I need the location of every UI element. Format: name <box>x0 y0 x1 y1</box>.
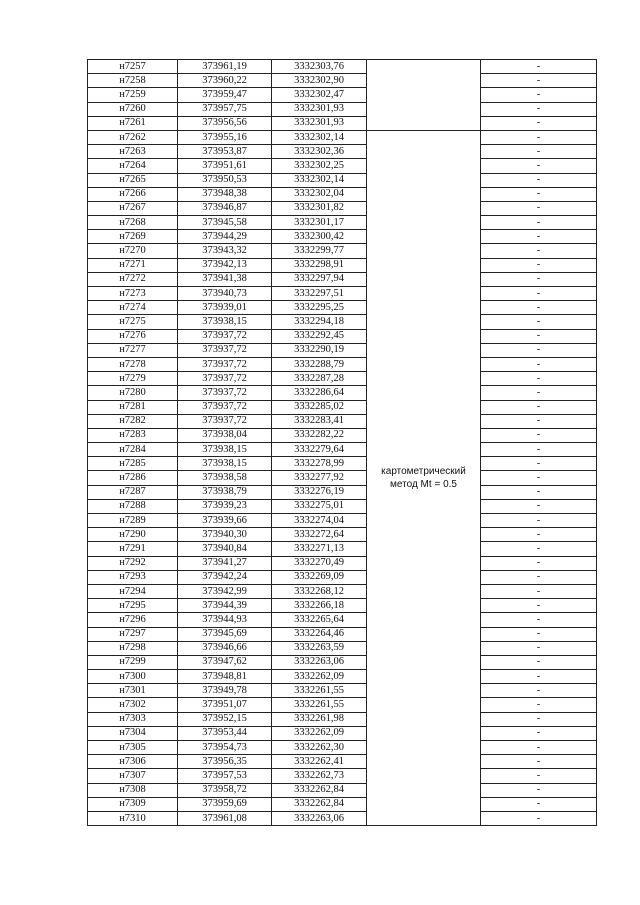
x-coordinate-cell: 373941,38 <box>178 272 272 286</box>
y-coordinate-cell: 3332269,09 <box>272 570 367 584</box>
table-row <box>88 343 597 357</box>
accuracy-note-cell: - <box>481 428 597 442</box>
x-coordinate-cell: 373937,72 <box>178 400 272 414</box>
table-row <box>88 684 597 698</box>
y-coordinate-cell: 3332302,90 <box>272 74 367 88</box>
accuracy-note-cell: - <box>481 145 597 159</box>
table-row <box>88 712 597 726</box>
point-id-cell: н7308 <box>88 783 178 797</box>
x-coordinate-cell: 373946,87 <box>178 201 272 215</box>
point-id-cell: н7297 <box>88 627 178 641</box>
accuracy-note-cell: - <box>481 201 597 215</box>
x-coordinate-cell: 373938,15 <box>178 457 272 471</box>
y-coordinate-cell: 3332283,41 <box>272 414 367 428</box>
x-coordinate-cell: 373955,16 <box>178 130 272 144</box>
table-row <box>88 159 597 173</box>
y-coordinate-cell: 3332302,14 <box>272 173 367 187</box>
table-row <box>88 471 597 485</box>
table-row <box>88 514 597 528</box>
y-coordinate-cell: 3332301,17 <box>272 216 367 230</box>
x-coordinate-cell: 373947,62 <box>178 655 272 669</box>
point-id-cell: н7302 <box>88 698 178 712</box>
x-coordinate-cell: 373944,93 <box>178 613 272 627</box>
x-coordinate-cell: 373953,87 <box>178 145 272 159</box>
point-id-cell: н7277 <box>88 343 178 357</box>
table-row <box>88 499 597 513</box>
point-id-cell: н7262 <box>88 130 178 144</box>
accuracy-note-cell: - <box>481 414 597 428</box>
x-coordinate-cell: 373938,15 <box>178 315 272 329</box>
point-id-cell: н7299 <box>88 655 178 669</box>
accuracy-note-cell: - <box>481 386 597 400</box>
point-id-cell: н7275 <box>88 315 178 329</box>
table-row <box>88 145 597 159</box>
y-coordinate-cell: 3332262,09 <box>272 726 367 740</box>
x-coordinate-cell: 373938,15 <box>178 443 272 457</box>
accuracy-note-cell: - <box>481 556 597 570</box>
y-coordinate-cell: 3332263,06 <box>272 811 367 825</box>
x-coordinate-cell: 373950,53 <box>178 173 272 187</box>
accuracy-note-cell: - <box>481 741 597 755</box>
accuracy-note-cell: - <box>481 670 597 684</box>
y-coordinate-cell: 3332261,55 <box>272 698 367 712</box>
table-row <box>88 272 597 286</box>
y-coordinate-cell: 3332300,42 <box>272 230 367 244</box>
table-row <box>88 485 597 499</box>
x-coordinate-cell: 373948,38 <box>178 187 272 201</box>
accuracy-note-cell: - <box>481 514 597 528</box>
point-id-cell: н7306 <box>88 755 178 769</box>
accuracy-note-cell: - <box>481 258 597 272</box>
point-id-cell: н7291 <box>88 542 178 556</box>
accuracy-note-cell: - <box>481 698 597 712</box>
table-row <box>88 244 597 258</box>
point-id-cell: н7293 <box>88 570 178 584</box>
x-coordinate-cell: 373940,30 <box>178 528 272 542</box>
y-coordinate-cell: 3332265,64 <box>272 613 367 627</box>
x-coordinate-cell: 373961,08 <box>178 811 272 825</box>
accuracy-note-cell: - <box>481 755 597 769</box>
y-coordinate-cell: 3332262,09 <box>272 670 367 684</box>
x-coordinate-cell: 373939,23 <box>178 499 272 513</box>
table-row <box>88 201 597 215</box>
point-id-cell: н7264 <box>88 159 178 173</box>
point-id-cell: н7278 <box>88 357 178 371</box>
point-id-cell: н7269 <box>88 230 178 244</box>
table-row <box>88 329 597 343</box>
y-coordinate-cell: 3332262,30 <box>272 741 367 755</box>
table-row <box>88 613 597 627</box>
table-row <box>88 726 597 740</box>
y-coordinate-cell: 3332288,79 <box>272 357 367 371</box>
x-coordinate-cell: 373937,72 <box>178 357 272 371</box>
y-coordinate-cell: 3332271,13 <box>272 542 367 556</box>
point-id-cell: н7273 <box>88 287 178 301</box>
y-coordinate-cell: 3332287,28 <box>272 372 367 386</box>
x-coordinate-cell: 373938,58 <box>178 471 272 485</box>
y-coordinate-cell: 3332262,84 <box>272 797 367 811</box>
point-id-cell: н7301 <box>88 684 178 698</box>
accuracy-note-cell: - <box>481 627 597 641</box>
accuracy-note-cell: - <box>481 329 597 343</box>
point-id-cell: н7276 <box>88 329 178 343</box>
x-coordinate-cell: 373944,29 <box>178 230 272 244</box>
x-coordinate-cell: 373953,44 <box>178 726 272 740</box>
table-row <box>88 783 597 797</box>
accuracy-note-cell: - <box>481 599 597 613</box>
point-id-cell: н7310 <box>88 811 178 825</box>
point-id-cell: н7309 <box>88 797 178 811</box>
y-coordinate-cell: 3332298,91 <box>272 258 367 272</box>
point-id-cell: н7295 <box>88 599 178 613</box>
x-coordinate-cell: 373939,01 <box>178 301 272 315</box>
x-coordinate-cell: 373940,84 <box>178 542 272 556</box>
point-id-cell: н7298 <box>88 641 178 655</box>
accuracy-note-cell: - <box>481 74 597 88</box>
table-row <box>88 372 597 386</box>
x-coordinate-cell: 373956,56 <box>178 116 272 130</box>
table-row <box>88 769 597 783</box>
y-coordinate-cell: 3332285,02 <box>272 400 367 414</box>
point-id-cell: н7292 <box>88 556 178 570</box>
table-row <box>88 357 597 371</box>
point-id-cell: н7300 <box>88 670 178 684</box>
table-row <box>88 315 597 329</box>
x-coordinate-cell: 373956,35 <box>178 755 272 769</box>
y-coordinate-cell: 3332266,18 <box>272 599 367 613</box>
x-coordinate-cell: 373937,72 <box>178 329 272 343</box>
point-id-cell: н7263 <box>88 145 178 159</box>
y-coordinate-cell: 3332261,98 <box>272 712 367 726</box>
accuracy-note-cell: - <box>481 301 597 315</box>
table-row <box>88 130 597 144</box>
y-coordinate-cell: 3332302,14 <box>272 130 367 144</box>
accuracy-note-cell: - <box>481 372 597 386</box>
y-coordinate-cell: 3332297,51 <box>272 287 367 301</box>
y-coordinate-cell: 3332275,01 <box>272 499 367 513</box>
coordinates-table-body <box>88 60 597 826</box>
table-row <box>88 584 597 598</box>
table-row <box>88 301 597 315</box>
accuracy-note-cell: - <box>481 712 597 726</box>
point-id-cell: н7284 <box>88 443 178 457</box>
determination-method-cell: картометрический метод Mt = 0.5 <box>367 130 481 825</box>
accuracy-note-cell: - <box>481 102 597 116</box>
accuracy-note-cell: - <box>481 443 597 457</box>
accuracy-note-cell: - <box>481 272 597 286</box>
point-id-cell: н7294 <box>88 584 178 598</box>
point-id-cell: н7267 <box>88 201 178 215</box>
accuracy-note-cell: - <box>481 159 597 173</box>
point-id-cell: н7274 <box>88 301 178 315</box>
table-row <box>88 400 597 414</box>
x-coordinate-cell: 373937,72 <box>178 414 272 428</box>
point-id-cell: н7296 <box>88 613 178 627</box>
table-row <box>88 570 597 584</box>
point-id-cell: н7282 <box>88 414 178 428</box>
y-coordinate-cell: 3332276,19 <box>272 485 367 499</box>
x-coordinate-cell: 373943,32 <box>178 244 272 258</box>
accuracy-note-cell: - <box>481 485 597 499</box>
coordinates-table <box>87 59 597 826</box>
y-coordinate-cell: 3332270,49 <box>272 556 367 570</box>
accuracy-note-cell: - <box>481 783 597 797</box>
accuracy-note-cell: - <box>481 684 597 698</box>
x-coordinate-cell: 373951,61 <box>178 159 272 173</box>
table-row <box>88 811 597 825</box>
x-coordinate-cell: 373959,47 <box>178 88 272 102</box>
table-row <box>88 698 597 712</box>
point-id-cell: н7258 <box>88 74 178 88</box>
point-id-cell: н7280 <box>88 386 178 400</box>
table-row <box>88 386 597 400</box>
point-id-cell: н7266 <box>88 187 178 201</box>
x-coordinate-cell: 373938,04 <box>178 428 272 442</box>
y-coordinate-cell: 3332295,25 <box>272 301 367 315</box>
point-id-cell: н7260 <box>88 102 178 116</box>
accuracy-note-cell: - <box>481 357 597 371</box>
accuracy-note-cell: - <box>481 400 597 414</box>
x-coordinate-cell: 373938,79 <box>178 485 272 499</box>
x-coordinate-cell: 373948,81 <box>178 670 272 684</box>
y-coordinate-cell: 3332302,36 <box>272 145 367 159</box>
x-coordinate-cell: 373940,73 <box>178 287 272 301</box>
point-id-cell: н7285 <box>88 457 178 471</box>
point-id-cell: н7257 <box>88 60 178 74</box>
point-id-cell: н7307 <box>88 769 178 783</box>
accuracy-note-cell: - <box>481 641 597 655</box>
accuracy-note-cell: - <box>481 613 597 627</box>
y-coordinate-cell: 3332301,82 <box>272 201 367 215</box>
table-row <box>88 755 597 769</box>
x-coordinate-cell: 373941,27 <box>178 556 272 570</box>
y-coordinate-cell: 3332302,47 <box>272 88 367 102</box>
accuracy-note-cell: - <box>481 173 597 187</box>
table-row <box>88 216 597 230</box>
accuracy-note-cell: - <box>481 570 597 584</box>
x-coordinate-cell: 373957,53 <box>178 769 272 783</box>
table-row <box>88 528 597 542</box>
x-coordinate-cell: 373942,24 <box>178 570 272 584</box>
point-id-cell: н7281 <box>88 400 178 414</box>
x-coordinate-cell: 373960,22 <box>178 74 272 88</box>
table-row <box>88 599 597 613</box>
x-coordinate-cell: 373945,58 <box>178 216 272 230</box>
y-coordinate-cell: 3332294,18 <box>272 315 367 329</box>
accuracy-note-cell: - <box>481 88 597 102</box>
table-row <box>88 457 597 471</box>
y-coordinate-cell: 3332290,19 <box>272 343 367 357</box>
table-row <box>88 74 597 88</box>
point-id-cell: н7259 <box>88 88 178 102</box>
x-coordinate-cell: 373958,72 <box>178 783 272 797</box>
y-coordinate-cell: 3332302,25 <box>272 159 367 173</box>
table-row <box>88 556 597 570</box>
x-coordinate-cell: 373959,69 <box>178 797 272 811</box>
x-coordinate-cell: 373954,73 <box>178 741 272 755</box>
table-row <box>88 287 597 301</box>
point-id-cell: н7286 <box>88 471 178 485</box>
y-coordinate-cell: 3332278,99 <box>272 457 367 471</box>
x-coordinate-cell: 373942,13 <box>178 258 272 272</box>
table-row <box>88 741 597 755</box>
point-id-cell: н7290 <box>88 528 178 542</box>
accuracy-note-cell: - <box>481 769 597 783</box>
table-row <box>88 655 597 669</box>
table-row <box>88 102 597 116</box>
point-id-cell: н7305 <box>88 741 178 755</box>
y-coordinate-cell: 3332301,93 <box>272 102 367 116</box>
x-coordinate-cell: 373944,39 <box>178 599 272 613</box>
x-coordinate-cell: 373937,72 <box>178 372 272 386</box>
accuracy-note-cell: - <box>481 811 597 825</box>
point-id-cell: н7304 <box>88 726 178 740</box>
table-row <box>88 60 597 74</box>
accuracy-note-cell: - <box>481 287 597 301</box>
table-row <box>88 187 597 201</box>
table-row <box>88 414 597 428</box>
x-coordinate-cell: 373961,19 <box>178 60 272 74</box>
table-row <box>88 428 597 442</box>
point-id-cell: н7303 <box>88 712 178 726</box>
point-id-cell: н7279 <box>88 372 178 386</box>
x-coordinate-cell: 373939,66 <box>178 514 272 528</box>
accuracy-note-cell: - <box>481 528 597 542</box>
accuracy-note-cell: - <box>481 216 597 230</box>
accuracy-note-cell: - <box>481 471 597 485</box>
point-id-cell: н7289 <box>88 514 178 528</box>
y-coordinate-cell: 3332263,59 <box>272 641 367 655</box>
y-coordinate-cell: 3332272,64 <box>272 528 367 542</box>
y-coordinate-cell: 3332262,84 <box>272 783 367 797</box>
y-coordinate-cell: 3332263,06 <box>272 655 367 669</box>
y-coordinate-cell: 3332303,76 <box>272 60 367 74</box>
table-row <box>88 443 597 457</box>
y-coordinate-cell: 3332268,12 <box>272 584 367 598</box>
accuracy-note-cell: - <box>481 584 597 598</box>
accuracy-note-cell: - <box>481 230 597 244</box>
y-coordinate-cell: 3332292,45 <box>272 329 367 343</box>
accuracy-note-cell: - <box>481 457 597 471</box>
x-coordinate-cell: 373937,72 <box>178 343 272 357</box>
y-coordinate-cell: 3332277,92 <box>272 471 367 485</box>
x-coordinate-cell: 373945,69 <box>178 627 272 641</box>
accuracy-note-cell: - <box>481 130 597 144</box>
y-coordinate-cell: 3332262,41 <box>272 755 367 769</box>
point-id-cell: н7268 <box>88 216 178 230</box>
method-cell-empty <box>367 60 481 131</box>
y-coordinate-cell: 3332282,22 <box>272 428 367 442</box>
x-coordinate-cell: 373952,15 <box>178 712 272 726</box>
table-row <box>88 641 597 655</box>
y-coordinate-cell: 3332302,04 <box>272 187 367 201</box>
x-coordinate-cell: 373949,78 <box>178 684 272 698</box>
x-coordinate-cell: 373937,72 <box>178 386 272 400</box>
table-row <box>88 230 597 244</box>
y-coordinate-cell: 3332262,73 <box>272 769 367 783</box>
y-coordinate-cell: 3332261,55 <box>272 684 367 698</box>
accuracy-note-cell: - <box>481 187 597 201</box>
y-coordinate-cell: 3332274,04 <box>272 514 367 528</box>
table-row <box>88 258 597 272</box>
accuracy-note-cell: - <box>481 726 597 740</box>
point-id-cell: н7271 <box>88 258 178 272</box>
point-id-cell: н7270 <box>88 244 178 258</box>
point-id-cell: н7283 <box>88 428 178 442</box>
accuracy-note-cell: - <box>481 655 597 669</box>
accuracy-note-cell: - <box>481 542 597 556</box>
y-coordinate-cell: 3332301,93 <box>272 116 367 130</box>
accuracy-note-cell: - <box>481 315 597 329</box>
y-coordinate-cell: 3332299,77 <box>272 244 367 258</box>
y-coordinate-cell: 3332297,94 <box>272 272 367 286</box>
y-coordinate-cell: 3332279,64 <box>272 443 367 457</box>
table-row <box>88 542 597 556</box>
x-coordinate-cell: 373946,66 <box>178 641 272 655</box>
table-row <box>88 116 597 130</box>
y-coordinate-cell: 3332264,46 <box>272 627 367 641</box>
x-coordinate-cell: 373951,07 <box>178 698 272 712</box>
table-row <box>88 173 597 187</box>
accuracy-note-cell: - <box>481 244 597 258</box>
point-id-cell: н7261 <box>88 116 178 130</box>
point-id-cell: н7272 <box>88 272 178 286</box>
table-row <box>88 627 597 641</box>
y-coordinate-cell: 3332286,64 <box>272 386 367 400</box>
accuracy-note-cell: - <box>481 499 597 513</box>
accuracy-note-cell: - <box>481 116 597 130</box>
point-id-cell: н7265 <box>88 173 178 187</box>
point-id-cell: н7288 <box>88 499 178 513</box>
x-coordinate-cell: 373957,75 <box>178 102 272 116</box>
accuracy-note-cell: - <box>481 343 597 357</box>
x-coordinate-cell: 373942,99 <box>178 584 272 598</box>
table-row <box>88 670 597 684</box>
accuracy-note-cell: - <box>481 60 597 74</box>
table-row <box>88 797 597 811</box>
point-id-cell: н7287 <box>88 485 178 499</box>
table-row <box>88 88 597 102</box>
accuracy-note-cell: - <box>481 797 597 811</box>
